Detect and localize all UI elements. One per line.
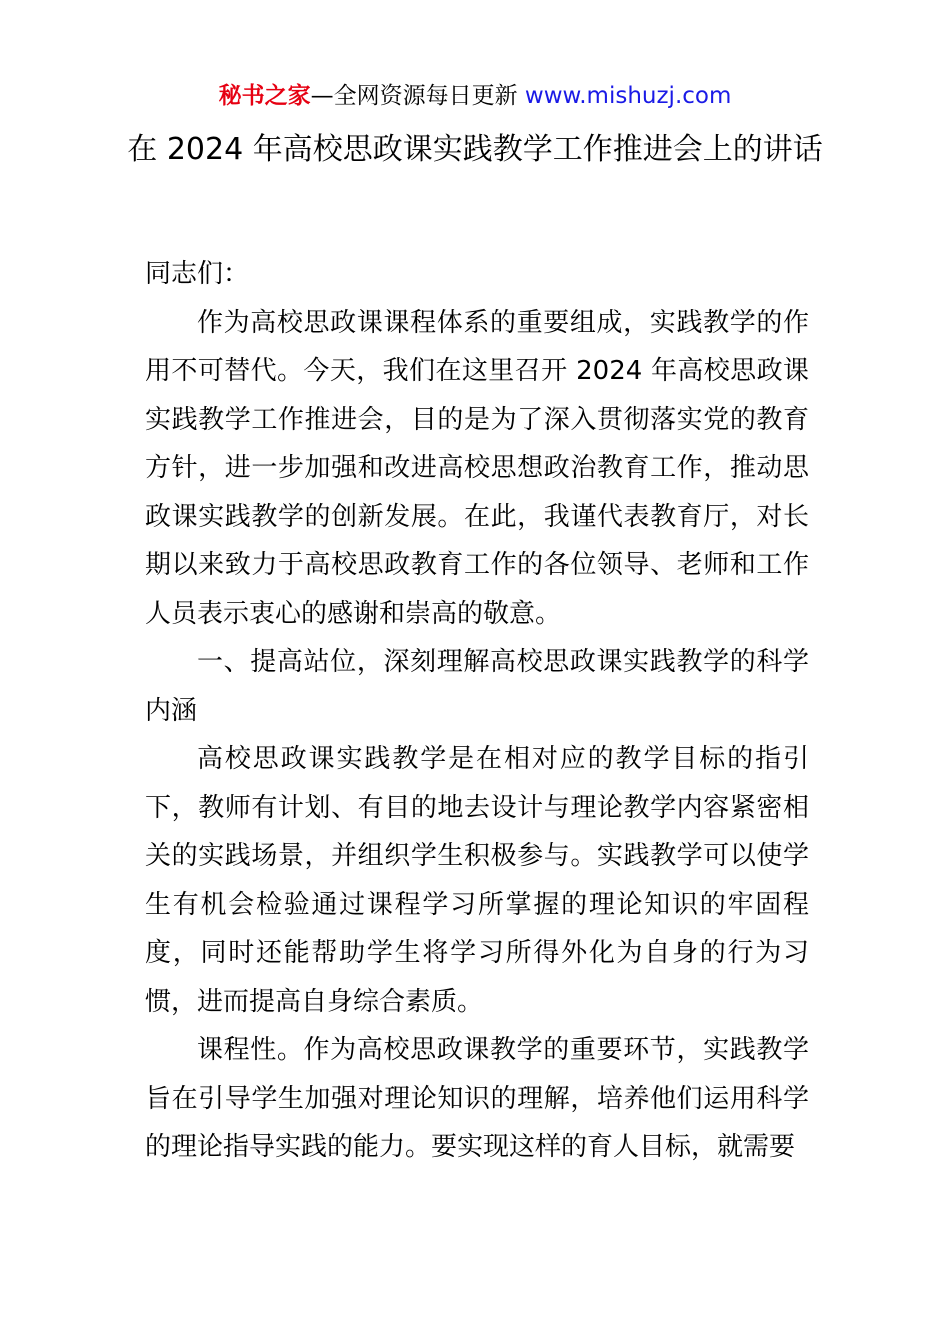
header-tagline: —全网资源每日更新: [310, 83, 525, 109]
document-title: 在 2024 年高校思政课实践教学工作推进会上的讲话: [127, 132, 823, 167]
paragraph-curricular: 课程性。作为高校思政课教学的重要环节，实践教学旨在引导学生加强对理论知识的理解，培养他们运用科学的理论指导实践的能力。要实现这样的育人目标，就需要: [145, 1035, 809, 1162]
paragraph-intro: 作为高校思政课课程体系的重要组成，实践教学的作用不可替代。今天，我们在这里召开 2024 年高校思政课实践教学工作推进会，目的是为了深入贯彻落实党的教育方针，进一步加强和改进高校思想政治教育工作，推动思政课实践教学的创新发展。在此，我谨代表教育厅，对长期以来致力于高校思政教育工作的各位领导、老师和工作人员表示衷心的感谢和崇高的敬意。: [145, 307, 809, 629]
site-header: [0, 80, 950, 112]
section-heading-1: 一、提高站位，深刻理解高校思政课实践教学的科学内涵: [145, 647, 809, 726]
paragraph-definition: 高校思政课实践教学是在相对应的教学目标的指引下，教师有计划、有目的地去设计与理论教学内容紧密相关的实践场景，并组织学生积极参与。实践教学可以使学生有机会检验通过课程学习所掌握的理论知识的牢固程度，同时还能帮助学生将学习所得外化为自身的行为习惯，进而提高自身综合素质。: [145, 744, 809, 1017]
salutation: 同志们：: [145, 259, 250, 289]
site-url[interactable]: www.mishuzj.com: [524, 83, 732, 109]
document-body: [145, 250, 809, 1172]
brand-name: 秘书之家: [218, 83, 311, 109]
